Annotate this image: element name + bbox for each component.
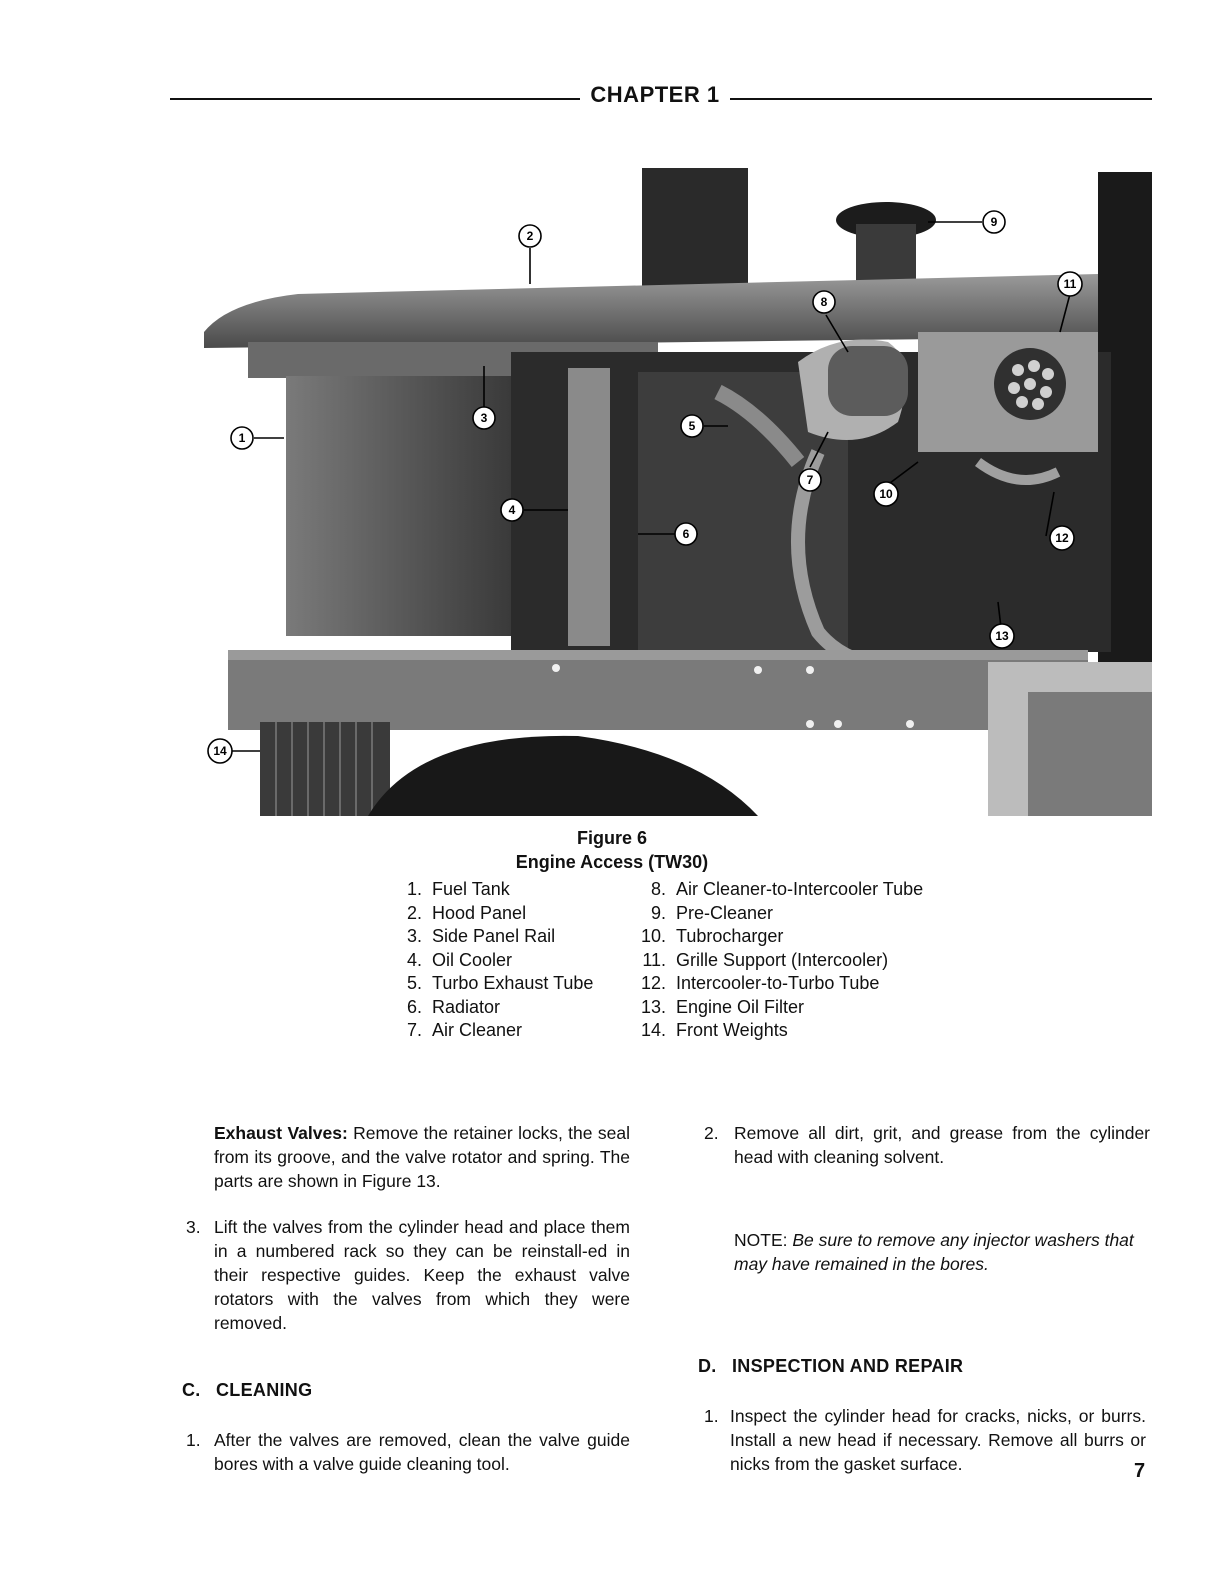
note: [734, 1228, 1150, 1276]
engine-photo: [198, 162, 1152, 816]
legend-item: 13. Engine Oil Filter: [640, 996, 805, 1017]
callout-1: [231, 427, 253, 449]
step-text: Lift the valves from the cylinder head and place them in a numbered rack so they can be reinstall-ed in their respective guides. Keep the exhaust valve rotators with the valves from which they were removed.: [214, 1217, 630, 1333]
exhaust-valves-paragraph: [214, 1121, 630, 1193]
legend-item: 8. Air Cleaner-to-Intercooler Tube: [650, 879, 924, 899]
figure-label: Figure 6: [576, 828, 647, 848]
section-c-heading: C. CLEANING: [182, 1380, 313, 1400]
header-rule-left: [170, 98, 580, 100]
step-number: 3.: [186, 1217, 201, 1237]
legend-item: 10. Tubrocharger: [640, 926, 784, 946]
svg-text:3: 3: [480, 411, 488, 425]
inspection-step-1: [704, 1404, 1150, 1478]
svg-text:11: 11: [1063, 277, 1077, 291]
legend-item: 2. Hood Panel: [406, 902, 527, 923]
svg-text:10: 10: [879, 487, 893, 501]
section-d-heading: D. INSPECTION AND REPAIR: [698, 1356, 964, 1376]
legend-item: 5. Turbo Exhaust Tube: [406, 973, 594, 993]
svg-text:9: 9: [990, 215, 998, 229]
legend-item: 14. Front Weights: [640, 1020, 788, 1040]
legend-item: 4. Oil Cooler: [406, 949, 513, 970]
chapter-header: [170, 82, 1152, 112]
legend-left: [394, 878, 593, 1043]
legend-item: 9. Pre-Cleaner: [650, 902, 774, 923]
chapter-title: CHAPTER 1: [590, 82, 720, 107]
callout-8: [813, 291, 835, 313]
svg-text:5: 5: [688, 419, 696, 433]
callout-3: [473, 407, 495, 429]
step-text: Inspect the cylinder head for cracks, nicks, or burrs. Install a new head if necessary. Remove all burrs or nicks from the gasket surface.: [730, 1406, 1146, 1474]
callout-5: [681, 415, 703, 437]
legend-item: 6. Radiator: [406, 996, 501, 1017]
step-number: 2.: [704, 1123, 719, 1143]
svg-text:14: 14: [213, 744, 227, 758]
header-rule-right: [730, 98, 1152, 100]
svg-text:12: 12: [1055, 531, 1069, 545]
callout-11: [1058, 272, 1082, 296]
step-number: 1.: [186, 1430, 201, 1450]
svg-text:8: 8: [820, 295, 828, 309]
figure-caption: [0, 826, 1224, 874]
legend-item: 1. Fuel Tank: [406, 879, 510, 899]
figure-title: Engine Access (TW30): [515, 852, 709, 872]
cleaning-step-1: [186, 1428, 632, 1478]
svg-text:6: 6: [682, 527, 690, 541]
callout-2: [519, 225, 541, 247]
step-number: 1.: [704, 1406, 719, 1426]
legend-right: [630, 878, 923, 1043]
callout-4: [501, 499, 523, 521]
callout-6: [675, 523, 697, 545]
step-3: [186, 1215, 632, 1335]
step-text: After the valves are removed, clean the valve guide bores with a valve guide cleaning tool.: [214, 1430, 630, 1474]
svg-text:7: 7: [806, 473, 814, 487]
callout-10: [874, 482, 898, 506]
svg-text:13: 13: [995, 629, 1009, 643]
callout-13: [990, 624, 1014, 648]
legend-item: 12. Intercooler-to-Turbo Tube: [640, 973, 880, 993]
engine-access-figure: [198, 162, 1152, 816]
svg-text:2: 2: [526, 229, 534, 243]
note-label: NOTE:: [734, 1230, 788, 1250]
callout-12: [1050, 526, 1074, 550]
callout-9: [983, 211, 1005, 233]
page-number: 7: [1134, 1460, 1146, 1482]
svg-text:1: 1: [238, 431, 246, 445]
step-2: [704, 1121, 1150, 1171]
callout-7: [799, 469, 821, 491]
svg-text:4: 4: [508, 503, 516, 517]
exhaust-valves-label: Exhaust Valves:: [214, 1123, 348, 1143]
legend-item: 7. Air Cleaner: [406, 1020, 523, 1040]
legend-item: 3. Side Panel Rail: [406, 926, 556, 946]
exhaust-valves-text: Remove the retainer locks, the seal from its groove, and the valve rotator and spring. The parts are shown in Figure 13.: [214, 1123, 630, 1191]
step-text: Remove all dirt, grit, and grease from the cylinder head with cleaning solvent.: [734, 1123, 1150, 1167]
legend-item: 11. Grille Support (Intercooler): [642, 949, 889, 970]
callout-14: [208, 739, 232, 763]
note-text: Be sure to remove any injector washers that may have remained in the bores.: [734, 1230, 1134, 1274]
